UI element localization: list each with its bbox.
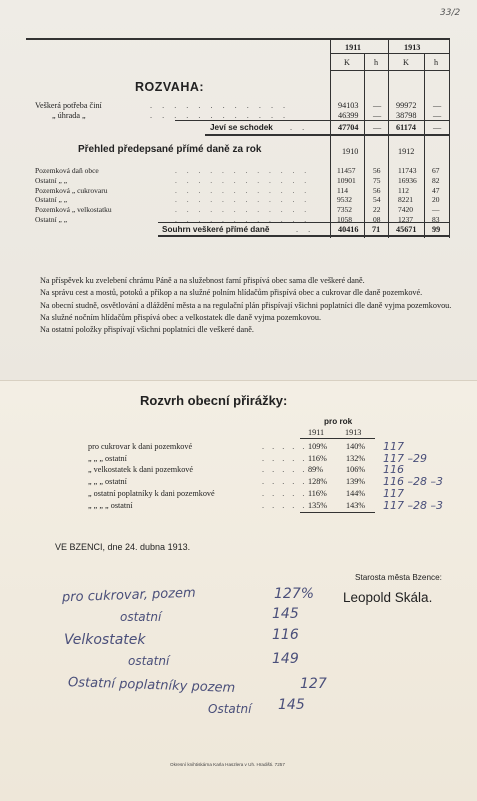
contribution-notes <box>18 275 458 336</box>
handwritten-label: Ostatní <box>208 702 252 716</box>
handwritten-value: 145 <box>272 606 299 622</box>
rozvrh-year-1913: 1913 <box>345 428 362 437</box>
subcol-h2: h <box>434 58 439 67</box>
signature-role: Starosta města Bzence: <box>355 573 442 582</box>
signature-name: Leopold Skála. <box>343 590 433 605</box>
year-1913-header: 1913 <box>404 43 421 52</box>
handwritten-label: ostatní <box>128 654 170 668</box>
note-paragraph: Na správu cest a mostů, potoků a příkop a na služné polním hlídačům přispívá obec a cukrovar dle daně pozemkové. <box>40 288 423 298</box>
rozvrh-title: Rozvrh obecní přirážky: <box>140 393 288 408</box>
handwritten-value: 149 <box>272 651 299 667</box>
year-1910-header: 1910 <box>342 147 359 156</box>
note-paragraph: Na služné nočním hlídačům přispívá obec a velkostatek dle daně vyjma pozemkovou. <box>40 312 322 322</box>
note-paragraph: Na ostatní položky přispívají všichni poplatníci dle veškeré daně. <box>40 325 254 335</box>
subcol-k2: K <box>403 58 409 67</box>
year-1911-header: 1911 <box>345 43 361 52</box>
rozvrh-year-1911: 1911 <box>308 428 325 437</box>
note-paragraph: Na příspěvek ku zvelebení chrámu Páně a na služebnost farní přispívá obec sama dle veškeré daně. <box>40 276 365 285</box>
subcol-h1: h <box>374 58 379 67</box>
handwritten-label: ostatní <box>120 610 162 624</box>
rozvaha-title: ROZVAHA: <box>135 80 205 94</box>
prehled-title: Přehled předepsané přímé daně za rok <box>78 144 262 155</box>
corner-pencil-mark: 33/2 <box>440 8 461 18</box>
handwritten-value: 116 <box>272 627 299 643</box>
handwritten-value: 145 <box>278 697 305 713</box>
printer-imprint: Okresní knihtiskárna Karla Haszlera v Uh. Hradišti. 7257 <box>170 762 285 767</box>
subcol-k1: K <box>344 58 350 67</box>
handwritten-label: pro cukrovar, pozem <box>61 585 196 606</box>
note-paragraph: Na obecní studně, osvětlování a dláždění města a na regulační plán přispívají všichni poplatníci dle daně vyjma pozemkovou. <box>40 300 452 310</box>
year-1912-header: 1912 <box>398 147 415 156</box>
handwritten-value: 127 <box>300 676 327 692</box>
handwritten-value: 127% <box>274 586 315 602</box>
pro-rok-header: pro rok <box>324 417 353 426</box>
handwritten-label: Ostatní poplatníky pozem <box>67 675 236 696</box>
handwritten-label: Velkostatek <box>64 632 146 648</box>
place-date: VE BZENCI, dne 24. dubna 1913. <box>55 542 191 552</box>
